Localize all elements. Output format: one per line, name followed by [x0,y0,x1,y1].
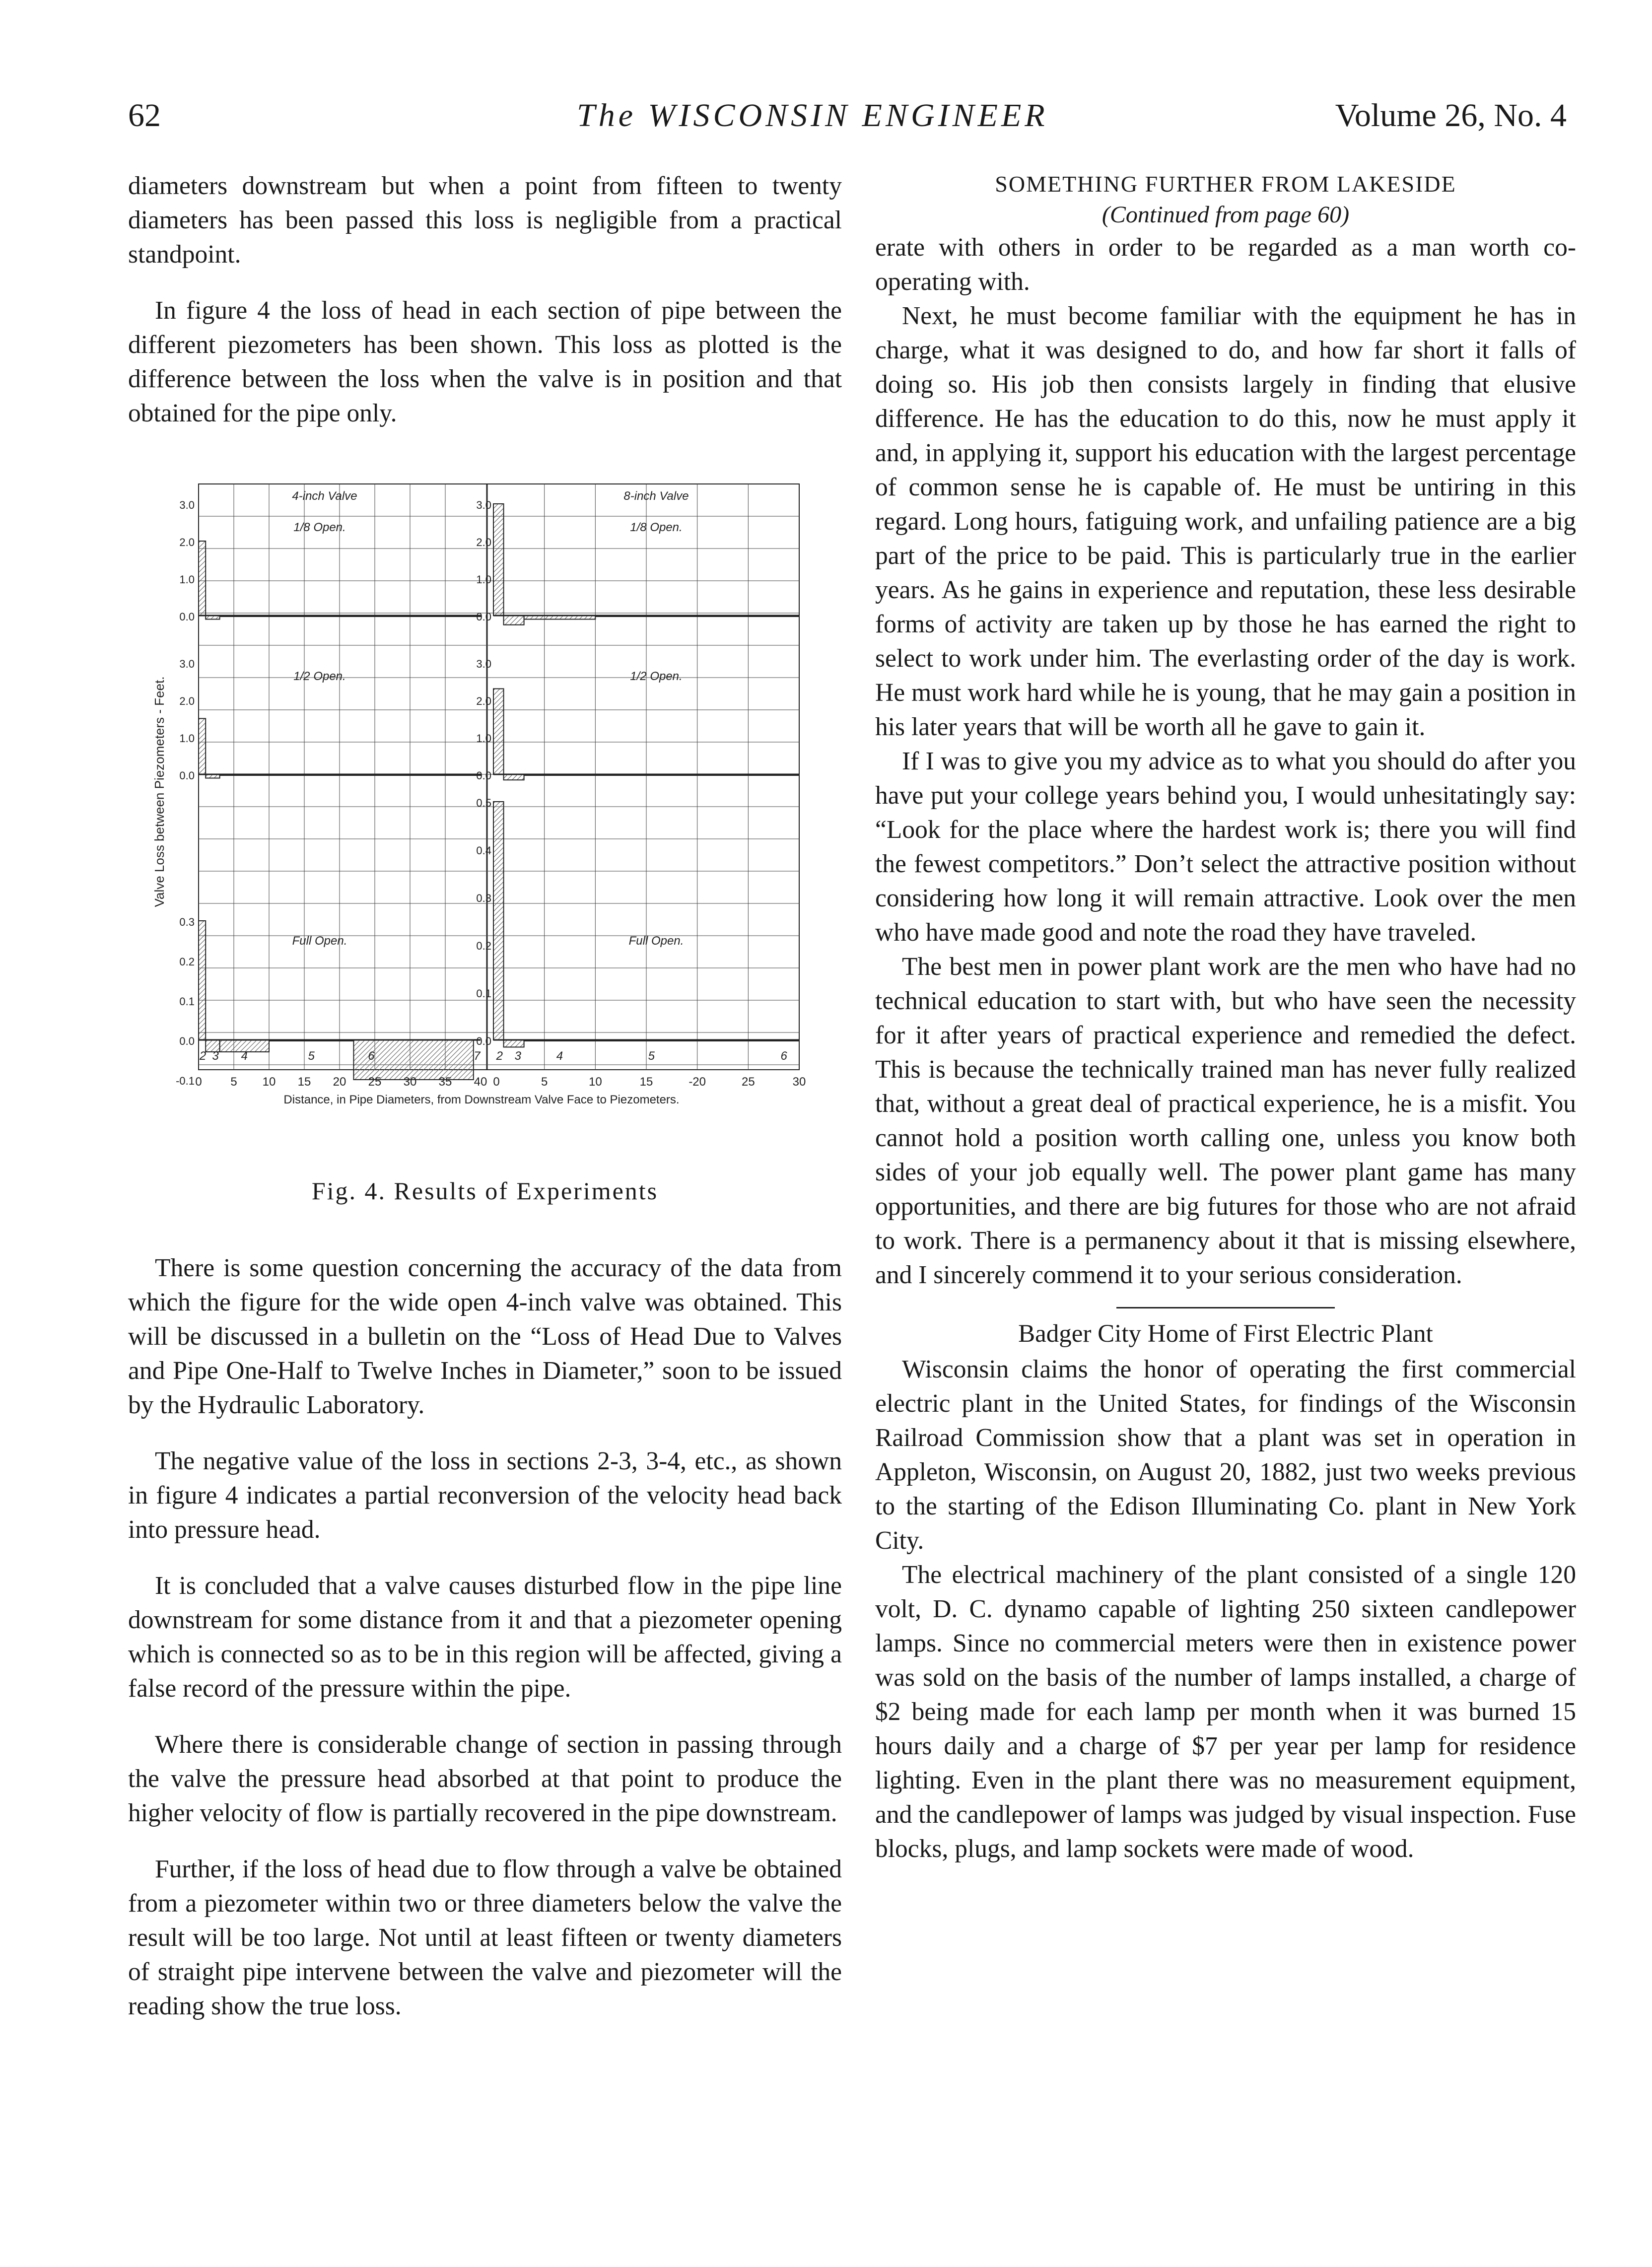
left-paragraph: The negative value of the loss in sections 2-3, 3-4, etc., as shown in figure 4 indicates a partial reconversion of the velocity head back into pressure head. [128,1447,842,1544]
loss-bar [220,774,481,775]
section-number: 6 [780,1049,787,1063]
section-number: 6 [368,1049,375,1063]
right-paragraph: The electrical machinery of the plant consisted of a single 120 volt, D. C. dynamo capable of lighting 250 sixteen candlepower lamps. Since no commercial meters were then in existence power was sold on the basis of the number of lamps installed, a charge of $2 being made for each lamp per month when it was burned 15 hours daily and a charge of $7 per year per lamp for residence lighting. Even in the plant there was no measurement equipment, and the candlepower of lamps was judged by visual inspection. Fuse blocks, plugs, and lamp sockets were made of wood. [875,1561,1576,1863]
x-tick-label: 25 [368,1075,382,1089]
y-tick-label: 0.2 [476,940,491,952]
x-tick-label: 0 [195,1075,202,1089]
y-tick-label: 0.5 [476,797,491,809]
section-number: 3 [514,1049,521,1063]
y-tick-label: 0.0 [476,1035,491,1047]
x-tick-label: 5 [230,1075,237,1089]
loss-bar [504,1040,524,1047]
loss-bar [269,1040,353,1041]
section-number: 5 [648,1049,655,1063]
section-number: 7 [474,1049,481,1063]
section-divider [1116,1307,1335,1308]
left-paragraph: Further, if the loss of head due to flow through a valve be obtained from a piezometer within two or three diameters below the valve the result will be too large. Not until at least fifteen or twenty diameters of straight pipe intervene between the valve and piezometer will the reading show the true loss. [128,1855,842,2020]
loss-bar [504,616,524,625]
section-number: 3 [212,1049,219,1063]
figure-caption: Fig. 4. Results of Experiments [311,1177,659,1205]
right-paragraph: The best men in power plant work are the men who have had no technical education to start with, but who have seen the necessity for it after years of practical experience and remedied the defect. This is because the technically trained man has never fully realized that, without a great deal of practical experience, he is a misfit. You cannot hold a position worth calling one, unless you know both sides of your job equally well. The power plant game has many opportunities, and there are big futures for those who are not afraid to work. There is a permanency about it that is missing elsewhere, and I sincerely commend it to your serious consideration. [875,953,1576,1289]
continued-note: (Continued from page 60) [1101,202,1350,228]
loss-bar [524,1040,799,1041]
loss-bar [493,802,504,1040]
x-tick-label: 25 [741,1075,755,1089]
section-number: 4 [241,1049,248,1063]
valve-label: 4-inch Valve [292,489,357,503]
right-paragraph: Next, he must become familiar with the equipment he has in charge, what it was designed to do, and how far short it falls of doing so. His job then consists largely in finding that elusive difference. He has the education to do this, now he must apply it and, in applying it, support his education with the largest percentage of common sense he is capable of. He must be untiring in this regard. Long hours, fatiguing work, and unfailing patience are a big part of the price to be paid. This is particularly true in the earlier years. As he gains in experience and reputation, these less desirable forms of activity are taken up by those he has earned the right to select to work under him. The everlasting order of the day is work. He must work hard while he is young, that he may gain a position in his later years that will be worth all he gave to gain it. [875,302,1576,741]
loss-bar [206,774,219,778]
section-title: Badger City Home of First Electric Plant [1018,1320,1433,1348]
x-axis-label: Distance, in Pipe Diameters, from Downstream Valve Face to Piezometers. [283,1093,680,1106]
opening-label: Full Open. [292,934,347,948]
x-tick-label: 15 [297,1075,311,1089]
y-tick-label: 3.0 [476,499,491,511]
loss-bar [595,616,799,617]
left-paragraph: It is concluded that a valve causes disturbed flow in the pipe line downstream for some distance from it and that a piezometer opening which is connected so as to be in this region will be affected, giving a false record of the pressure within the pipe. [128,1572,842,1703]
left-column-lower [128,1251,842,2023]
y-tick-label: 0.0 [179,1035,195,1047]
y-tick-label: 2.0 [476,695,491,707]
opening-label: Full Open. [628,934,684,948]
y-tick-label: 2.0 [179,695,195,707]
x-tick-label: 0 [493,1075,500,1089]
loss-bar [199,921,206,1040]
left-column [128,169,842,430]
section-number: 4 [556,1049,563,1063]
loss-bar [524,774,799,775]
x-tick-label: 20 [333,1075,346,1089]
y-tick-label: 0.4 [476,844,491,857]
loss-bar [220,616,481,617]
volume-label: Volume 26, No. 4 [1335,97,1567,134]
loss-bar [493,504,504,616]
right-paragraph: Wisconsin claims the honor of operating the first commercial electric plant in the United States, for findings of the Wisconsin Railroad Commission show that a plant was set in operation in Appleton, Wisconsin, on August 20, 1882, just two weeks previous to the starting of the Edison Illuminating Co. plant in New York City. [875,1355,1576,1555]
opening-label: 1/2 Open. [630,670,683,683]
loss-bar [206,616,219,619]
opening-label: 1/2 Open. [293,670,346,683]
journal-title: The WISCONSIN ENGINEER [577,97,1048,134]
loss-bar [524,616,596,619]
x-tick-label: 10 [262,1075,276,1089]
y-tick-label: -0.1 [176,1075,195,1087]
y-tick-label: 1.0 [179,573,195,586]
y-tick-label: 0.0 [179,611,195,623]
y-tick-label: 2.0 [179,536,195,549]
left-paragraph: There is some question concerning the accuracy of the data from which the figure for the wide open 4-inch valve was obtained. This will be discussed in a bulletin on the “Loss of Head Due to Valves and Pipe One-Half to Twelve Inches in Diameter,” soon to be issued by the Hydraulic Laboratory. [128,1254,842,1419]
x-tick-label: -20 [688,1075,706,1089]
section-number: 2 [199,1049,206,1063]
left-paragraph: Where there is considerable change of section in passing through the valve the pressure head absorbed at that point to produce the higher velocity of flow is partially recovered in the pipe downstream. [128,1730,842,1827]
x-tick-label: 10 [588,1075,602,1089]
y-tick-label: 0.0 [476,769,491,782]
loss-bar [493,689,504,775]
y-tick-label: 2.0 [476,536,491,549]
y-tick-label: 3.0 [179,658,195,670]
loss-bar [504,774,524,780]
y-tick-label: 0.3 [179,916,195,928]
loss-bar [199,719,206,775]
x-tick-label: 35 [438,1075,452,1089]
y-tick-label: 0.2 [179,956,195,968]
y-tick-label: 0.0 [179,769,195,782]
y-axis-label: Valve Loss between Piezometers - Feet. [152,676,167,907]
y-tick-label: 0.1 [179,995,195,1008]
right-paragraph: erate with others in order to be regarded as a man worth co-operating with. [875,233,1576,296]
page-number: 62 [128,97,161,134]
left-paragraph: In figure 4 the loss of head in each section of pipe between the different piezometers has been shown. This loss as plotted is the difference between the loss when the valve is in position and that obtained for the pipe only. [128,296,842,427]
section-number: 2 [496,1049,503,1063]
loss-chart [152,474,834,1164]
loss-bar [199,541,206,616]
valve-label: 8-inch Valve [623,489,689,503]
y-tick-label: 1.0 [476,732,491,745]
x-tick-label: 30 [792,1075,806,1089]
figure-4 [152,474,834,1164]
y-tick-label: 1.0 [476,573,491,586]
x-tick-label: 15 [639,1075,653,1089]
right-column [875,169,1576,1866]
x-tick-label: 30 [403,1075,417,1089]
x-tick-label: 5 [541,1075,548,1089]
y-tick-label: 0.1 [476,987,491,1000]
right-paragraph: If I was to give you my advice as to what you should do after you have put your college years behind you, I would unhesitatingly say: “Look for the place where the hardest work is; there you will find the fewest competitors.” Don’t select the attractive position without considering how long it will remain attractive. Look over the men who have made good and note the road they have traveled. [875,747,1576,947]
y-tick-label: 3.0 [476,658,491,670]
article-heading: SOMETHING FURTHER FROM LAKESIDE [995,171,1456,197]
x-tick-label: 40 [474,1075,487,1089]
opening-label: 1/8 Open. [293,521,346,534]
y-tick-label: 1.0 [179,732,195,745]
section-number: 5 [308,1049,315,1063]
y-tick-label: 3.0 [179,499,195,511]
y-tick-label: 0.0 [476,611,491,623]
opening-label: 1/8 Open. [630,521,683,534]
left-paragraph: diameters downstream but when a point from fifteen to twenty diameters has been passed this loss is negligible from a practical standpoint. [128,172,842,269]
y-tick-label: 0.3 [476,892,491,904]
